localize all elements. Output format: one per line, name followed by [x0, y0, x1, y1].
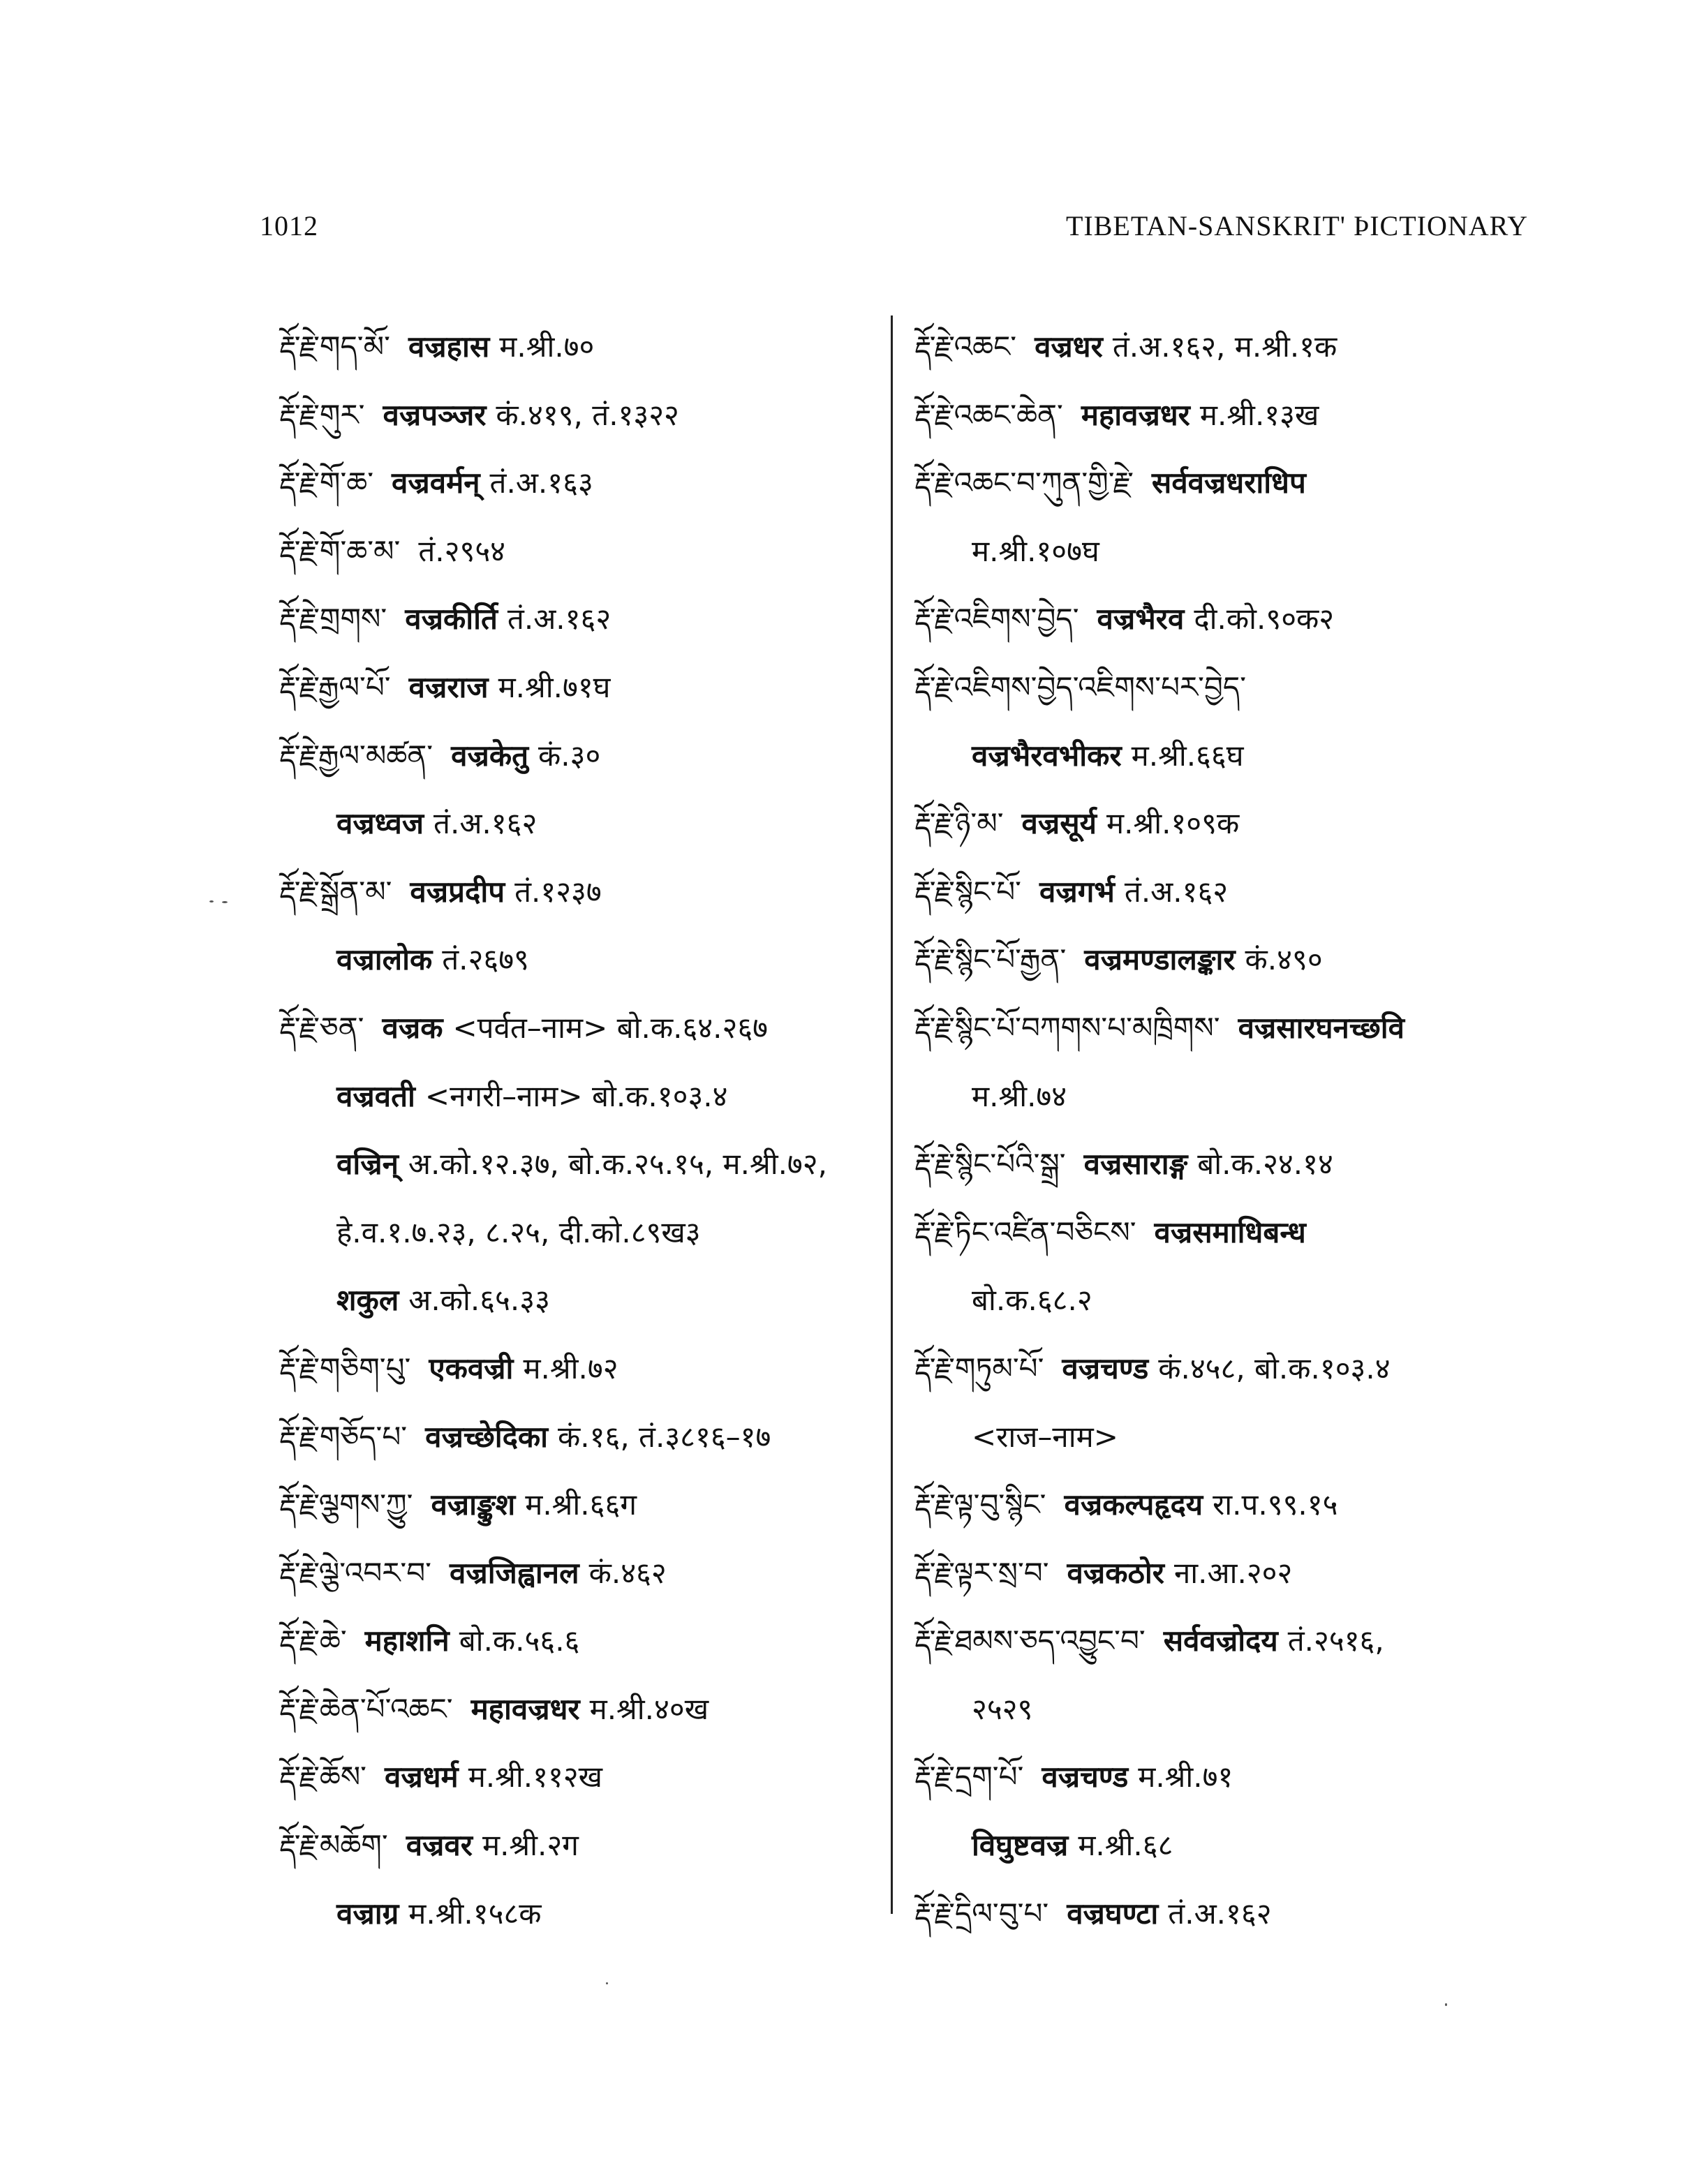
- sanskrit-equivalent: शकुल: [336, 1283, 399, 1318]
- dictionary-line: [279, 1130, 880, 1198]
- dictionary-line: [279, 517, 880, 586]
- dictionary-line: [279, 1266, 880, 1335]
- source-reference: तं.अ.१६३: [489, 466, 593, 500]
- dictionary-line: [914, 1675, 1543, 1744]
- source-reference: अ.को.१२.३७, बो.क.२५.१५, म.श्री.७२,: [408, 1147, 827, 1182]
- dictionary-line: [279, 449, 880, 517]
- sanskrit-equivalent: वज्रकठोर: [1067, 1555, 1164, 1590]
- tibetan-term: རྡོ་རྗེ་མཆོག་: [279, 1828, 388, 1863]
- dictionary-line: [279, 1880, 880, 1948]
- scan-speck: [222, 901, 228, 903]
- tibetan-term: རྡོ་རྗེ་ལྕགས་ཀྱུ་: [279, 1487, 413, 1522]
- dictionary-line: [914, 1811, 1543, 1880]
- source-reference: कं.४१९, तं.१३२२: [496, 397, 679, 432]
- source-reference: बो.क.२४.१४: [1197, 1147, 1333, 1182]
- sanskrit-equivalent: एकवज्री: [429, 1351, 514, 1386]
- dictionary-line: [279, 1743, 880, 1811]
- sanskrit-equivalent: वज्रभैरव: [1097, 602, 1185, 637]
- source-reference: अ.को.६५.३३: [408, 1283, 550, 1318]
- tibetan-term: རྡོ་རྗེ་ཏིང་འཛིན་བཅིངས་: [914, 1214, 1136, 1249]
- source-reference: कं.३०: [538, 738, 601, 773]
- sanskrit-equivalent: वज्रधर्म: [385, 1760, 459, 1795]
- dictionary-line: [279, 381, 880, 450]
- dictionary-line: [279, 926, 880, 994]
- tibetan-term: རྡོ་རྗེ་འཇིགས་བྱེད་འཇིགས་པར་བྱེད་: [914, 669, 1247, 704]
- sanskrit-equivalent: वज्रपञ्जर: [383, 397, 487, 432]
- scan-speck: [209, 900, 214, 902]
- source-reference: म.श्री.७१: [1138, 1760, 1233, 1795]
- source-reference: कं.१६, तं.३८१६–१७: [558, 1419, 771, 1454]
- tibetan-term: རྡོ་རྗེ་རྒྱལ་མཚན་: [279, 738, 433, 773]
- sanskrit-equivalent: वज्रिन्: [336, 1147, 399, 1182]
- dictionary-line: [279, 994, 880, 1062]
- tibetan-term: རྡོ་རྗེ་གུར་: [279, 397, 365, 432]
- dictionary-line: [914, 1743, 1543, 1811]
- source-reference: म.श्री.११२ख: [468, 1760, 602, 1795]
- source-reference: म.श्री.६८: [1078, 1828, 1173, 1863]
- sanskrit-equivalent: वज्रप्रदीप: [410, 874, 505, 909]
- source-reference: तं.२६७९: [442, 942, 529, 977]
- sanskrit-equivalent: वज्रराज: [408, 669, 489, 704]
- running-title: TIBETAN-SANSKRIT' ÞICTIONARY: [1065, 210, 1528, 242]
- source-reference: म.श्री.२ग: [482, 1828, 579, 1863]
- tibetan-term: རྡོ་རྗེ་ཆོས་: [279, 1760, 366, 1795]
- dictionary-line: [914, 1335, 1543, 1403]
- dictionary-line: [914, 926, 1543, 994]
- tibetan-term: རྡོ་རྗེ་གཅིག་པུ་: [279, 1351, 411, 1386]
- sanskrit-equivalent: वज्रवर: [406, 1828, 473, 1863]
- source-reference: म.श्री.६६घ: [1131, 738, 1244, 773]
- dictionary-line: [279, 1607, 880, 1675]
- dictionary-line: [279, 1539, 880, 1607]
- dictionary-line: [279, 313, 880, 381]
- sanskrit-equivalent: वज्रवर्मन्: [392, 466, 480, 500]
- tibetan-term: རྡོ་རྗེ་སྙིང་པོ་: [914, 874, 1021, 909]
- source-reference: म.श्री.१०९क: [1106, 806, 1240, 841]
- source-reference: रा.प.९९.१५: [1213, 1487, 1338, 1522]
- tibetan-term: རྡོ་རྗེ་ཐམས་ཅད་འབྱུང་བ་: [914, 1624, 1146, 1658]
- sanskrit-equivalent: वज्रध्वज: [336, 806, 424, 841]
- dictionary-line: [914, 1607, 1543, 1675]
- page-number: 1012: [260, 210, 318, 242]
- tibetan-term: རྡོ་རྗེ་སྒྲོན་མ་: [279, 874, 392, 909]
- tibetan-term: རྡོ་རྗེ་གོ་ཆ་མ་: [279, 533, 401, 568]
- sanskrit-equivalent: वज्रजिह्वानल: [449, 1555, 579, 1590]
- tibetan-term: རྡོ་རྗེ་ཆེན་པོ་འཆང་: [279, 1691, 453, 1726]
- sanskrit-equivalent: विघुष्टवज्र: [972, 1828, 1069, 1863]
- source-reference: तं.अ.१६२: [433, 806, 538, 841]
- source-reference: कं.४५८, बो.क.१०३.४: [1158, 1351, 1391, 1386]
- column-divider: [891, 315, 893, 1914]
- sanskrit-equivalent: वज्रचण्ड: [1062, 1351, 1149, 1386]
- dictionary-line: [914, 313, 1543, 381]
- sanskrit-equivalent: वज्रसूर्य: [1021, 806, 1097, 841]
- source-reference: २५२९: [972, 1691, 1033, 1726]
- tibetan-term: རྡོ་རྗེ་གོ་ཆ་: [279, 466, 374, 500]
- source-reference: बो.क.५६.६: [459, 1624, 580, 1658]
- dictionary-line: [914, 517, 1543, 586]
- dictionary-line: [914, 585, 1543, 653]
- source-reference: म.श्री.१५८क: [408, 1896, 542, 1931]
- dictionary-line: [914, 1539, 1543, 1607]
- sanskrit-equivalent: वज्रभैरवभीकर: [972, 738, 1122, 773]
- tibetan-term: རྡོ་རྗེ་འཆང་ཆེན་: [914, 397, 1063, 432]
- sanskrit-equivalent: वज्रकेतु: [451, 738, 529, 773]
- sanskrit-equivalent: महावज्रधर: [1081, 397, 1190, 432]
- sanskrit-equivalent: वज्रालोक: [336, 942, 433, 977]
- dictionary-line: [914, 858, 1543, 926]
- tibetan-term: རྡོ་རྗེ་ཅན་: [279, 1010, 364, 1045]
- right-column: [914, 313, 1543, 1947]
- sanskrit-equivalent: वज्रसमाधिबन्ध: [1154, 1214, 1306, 1249]
- dictionary-line: [914, 1198, 1543, 1267]
- dictionary-line: [279, 1811, 880, 1880]
- source-reference: तं.अ.१६२, म.श्री.१क: [1112, 329, 1337, 364]
- source-reference: बो.क.६८.२: [972, 1283, 1092, 1318]
- tibetan-term: རྡོ་རྗེ་རྒྱལ་པོ་: [279, 669, 391, 704]
- tibetan-term: རྡོ་རྗེ་གད་མོ་: [279, 329, 390, 364]
- source-reference: दी.को.९०क२: [1194, 602, 1335, 637]
- sanskrit-equivalent: वज्रवती: [336, 1078, 415, 1113]
- sanskrit-equivalent: महावज्रधर: [470, 1691, 580, 1726]
- source-reference: तं.अ.१६२: [1168, 1896, 1272, 1931]
- source-reference: तं.१२३७: [514, 874, 602, 909]
- sanskrit-equivalent: वज्रधर: [1035, 329, 1103, 364]
- source-reference: तं.अ.१६२: [1124, 874, 1229, 909]
- sanskrit-equivalent: वज्राग्र: [336, 1896, 399, 1931]
- tibetan-term: རྡོ་རྗེ་དྲག་པོ་: [914, 1760, 1024, 1795]
- dictionary-line: [914, 1880, 1543, 1948]
- source-reference: म.श्री.७०: [499, 329, 595, 364]
- dictionary-line: [279, 722, 880, 790]
- dictionary-line: [914, 381, 1543, 450]
- sanskrit-equivalent: वज्रसारघनच्छवि: [1238, 1010, 1404, 1045]
- tibetan-term: རྡོ་རྗེ་སྙིང་པོ་རྒྱན་: [914, 942, 1067, 977]
- source-reference: म.श्री.७१घ: [498, 669, 611, 704]
- dictionary-line: [279, 653, 880, 722]
- dictionary-line: [914, 653, 1543, 722]
- dictionary-line: [914, 1266, 1543, 1335]
- dictionary-line: [279, 1471, 880, 1539]
- sanskrit-equivalent: वज्रगर्भ: [1039, 874, 1115, 909]
- tibetan-term: རྡོ་རྗེ་ཆེ་: [279, 1624, 347, 1658]
- scan-speck: [1445, 2003, 1447, 2006]
- source-reference: तं.२५१६,: [1287, 1624, 1384, 1658]
- tibetan-term: རྡོ་རྗེ་གཏུམ་པོ་: [914, 1351, 1044, 1386]
- sanskrit-equivalent: वज्रहास: [408, 329, 490, 364]
- sanskrit-equivalent: सर्ववज्रोदय: [1163, 1624, 1278, 1658]
- source-reference: म.श्री.१३ख: [1199, 397, 1319, 432]
- tibetan-term: རྡོ་རྗེ་ལྟར་སྲ་བ་: [914, 1555, 1049, 1590]
- tibetan-term: རྡོ་རྗེ་ལྟ་བུ་སྙིང་: [914, 1487, 1046, 1522]
- source-reference: कं.४६२: [588, 1555, 667, 1590]
- source-reference: म.श्री.४०ख: [589, 1691, 709, 1726]
- dictionary-line: [914, 1062, 1543, 1131]
- sanskrit-equivalent: वज्रकल्पहृदय: [1064, 1487, 1203, 1522]
- dictionary-line: [279, 858, 880, 926]
- scan-speck: [606, 1982, 608, 1984]
- sanskrit-equivalent: वज्रघण्टा: [1067, 1896, 1159, 1931]
- tibetan-term: རྡོ་རྗེ་འཆང་བ་ཀུན་གྱི་རྗེ་: [914, 466, 1134, 500]
- dictionary-line: [914, 1403, 1543, 1471]
- dictionary-line: [279, 1198, 880, 1267]
- sanskrit-equivalent: महाशनि: [364, 1624, 450, 1658]
- source-reference: <पर्वत–नाम> बो.क.६४.२६७: [452, 1010, 769, 1045]
- left-column: [279, 313, 880, 1947]
- source-reference: कं.४९०: [1245, 942, 1323, 977]
- tibetan-term: རྡོ་རྗེ་གཅོད་པ་: [279, 1419, 408, 1454]
- sanskrit-equivalent: वज्राङ्कुश: [431, 1487, 516, 1522]
- source-reference: हे.व.१.७.२३, ८.२५, दी.को.८९ख३: [336, 1214, 701, 1249]
- sanskrit-equivalent: वज्रमण्डालङ्कार: [1084, 942, 1236, 977]
- dictionary-line: [279, 1335, 880, 1403]
- tibetan-term: རྡོ་རྗེ་ཉི་མ་: [914, 806, 1004, 841]
- dictionary-line: [279, 585, 880, 653]
- source-reference: तं.२९५४: [418, 533, 505, 568]
- tibetan-term: རྡོ་རྗེ་སྙིང་པོ་བཀགས་པ་མཁྲིགས་: [914, 1010, 1220, 1045]
- sanskrit-equivalent: वज्रसाराङ्ग: [1083, 1147, 1188, 1182]
- dictionary-line: [914, 1471, 1543, 1539]
- source-reference: <नगरी–नाम> बो.क.१०३.४: [424, 1078, 728, 1113]
- source-reference: ना.आ.२०२: [1173, 1555, 1293, 1590]
- dictionary-line: [914, 722, 1543, 790]
- dictionary-line: [914, 449, 1543, 517]
- source-reference: म.श्री.६६ग: [525, 1487, 637, 1522]
- sanskrit-equivalent: वज्रक: [382, 1010, 443, 1045]
- dictionary-line: [914, 789, 1543, 858]
- source-reference: म.श्री.१०७घ: [972, 533, 1099, 568]
- sanskrit-equivalent: सर्ववज्रधराधिप: [1151, 466, 1306, 500]
- tibetan-term: རྡོ་རྗེ་འཆང་: [914, 329, 1017, 364]
- tibetan-term: རྡོ་རྗེ་དྲིལ་བུ་པ་: [914, 1896, 1049, 1931]
- dictionary-line: [914, 1130, 1543, 1198]
- sanskrit-equivalent: वज्रकीर्ति: [405, 602, 498, 637]
- tibetan-term: རྡོ་རྗེ་འཇིགས་བྱེད་: [914, 602, 1079, 637]
- sanskrit-equivalent: वज्रचण्ड: [1042, 1760, 1129, 1795]
- tibetan-term: རྡོ་རྗེ་གྲགས་: [279, 602, 387, 637]
- source-reference: तं.अ.१६२: [507, 602, 611, 637]
- source-reference: म.श्री.७४: [972, 1078, 1067, 1113]
- dictionary-line: [279, 1675, 880, 1744]
- dictionary-line: [279, 1062, 880, 1131]
- source-reference: म.श्री.७२: [523, 1351, 618, 1386]
- tibetan-term: རྡོ་རྗེ་ལྕེ་འབར་བ་: [279, 1555, 431, 1590]
- dictionary-line: [279, 789, 880, 858]
- tibetan-term: རྡོ་རྗེ་སྙིང་པོའི་སྒྲ་: [914, 1147, 1066, 1182]
- sanskrit-equivalent: वज्रच्छेदिका: [425, 1419, 549, 1454]
- source-reference: <राज–नाम>: [972, 1419, 1118, 1454]
- dictionary-line: [279, 1403, 880, 1471]
- dictionary-line: [914, 994, 1543, 1062]
